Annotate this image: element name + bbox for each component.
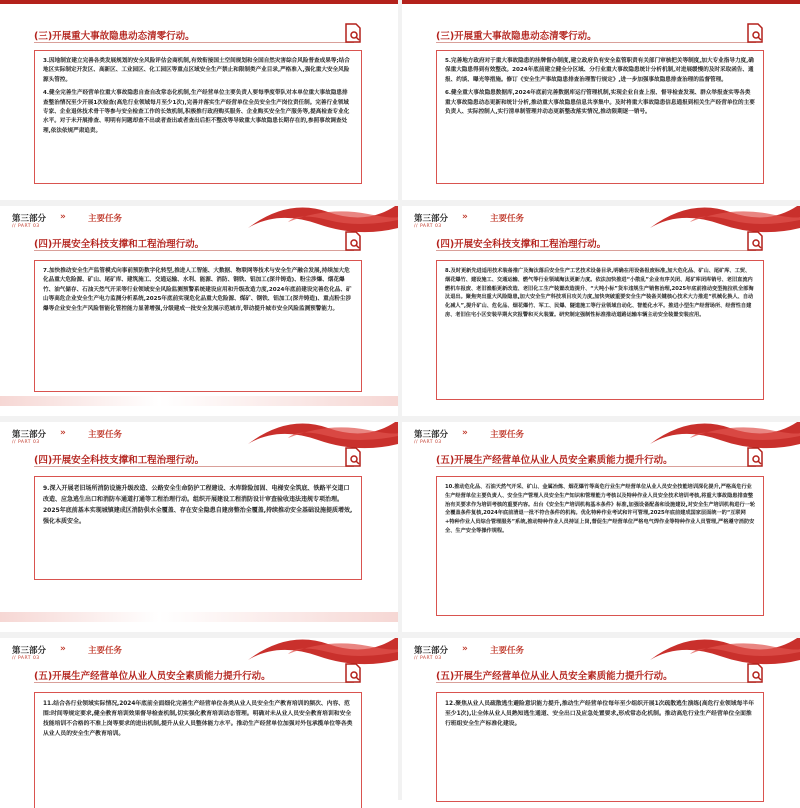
sub-title-rule <box>436 682 756 683</box>
flag-ribbon-icon <box>630 422 800 454</box>
flag-ribbon-icon <box>630 206 800 238</box>
content-box <box>436 50 764 184</box>
slide-3 <box>0 206 398 406</box>
slide-header <box>402 638 800 664</box>
part-en: // PART 03 <box>414 224 442 229</box>
part-en: // PART 03 <box>12 440 40 445</box>
slide-header <box>402 206 800 232</box>
document-search-icon <box>744 662 766 684</box>
document-search-icon <box>342 446 364 468</box>
paragraph: 7.加快推动安全生产监管模式向事前预防数字化转型,推进人工智能、大数据、物联网等技术与安全生产融合发展,持续加大危化品重大危险源、矿山、尾矿库、建筑施工、交通运输、水利、能源、消防、钢铁、铝加工(深井铸造)、粉尘涉爆、烟花爆竹、油气储存、石油天然气开采等行业领域安全风险监测预警系统建设应用和升级改造力度,2024年底前建设完善危化品、矿山等高危企业安全生产电力监测分析系统,2025年底前实现危化品重大危险源、煤矿、钢铁、铝加工(深井铸造)、重点粉尘涉爆等企业安全生产风险智能化管控能力显著增强,分级建成一批安全发展示范城市,带动提升城市安全风险监测预警能力。 <box>43 268 352 312</box>
content-box <box>436 260 764 400</box>
bottom-band <box>0 396 398 406</box>
document-search-icon <box>342 230 364 252</box>
flag-ribbon-icon <box>228 638 398 670</box>
column-divider <box>398 0 402 800</box>
sub-title-rule <box>34 682 354 683</box>
section-name: 主要任务 <box>88 646 123 656</box>
paragraph: 10.推动危化品、石油天然气开采、矿山、金属冶炼、烟花爆竹等高危行业生产经营单位从业人员安全技能培训深化提升,严格高危行业生产经营单位主要负责人、安全生产管理人员安全生产知识和管理能力考核以及特种作业人员安全技术培训考核,将重大事故隐患排查整治有关要求作为培训考核的重要内容。出台《安全生产培训机构基本条件》标准,加强设备配备和设施建设,对安全生产培训机构进行一轮全覆盖条件复核,2024年底前清退一批不符合条件的机构。优化特种作业考试和许可管理,2025年底前建成国家层面统一的“互联网+特种作业人员综合管理服务”系统,推动特种作业人员持证上岗,督促生产经营单位严格电气焊作业等特种作业人员管理,严格遵守消防安全、生产安全等操作规程。 <box>445 484 756 534</box>
document-search-icon <box>342 22 364 44</box>
sub-title-rule <box>34 466 354 467</box>
part-en: // PART 03 <box>12 656 40 661</box>
sub-title: (四)开展安全科技支撑和工程治理行动。 <box>34 239 205 250</box>
sub-title: (五)开展生产经营单位从业人员安全素质能力提升行动。 <box>436 455 673 466</box>
flag-ribbon-icon <box>228 422 398 454</box>
section-name: 主要任务 <box>88 430 123 440</box>
part-label: 第三部分 <box>12 430 47 440</box>
sub-title: (三)开展重大事故隐患动态清零行动。 <box>436 31 597 42</box>
paragraph: 11.结合各行业领域实际情况,2024年底前全面细化完善生产经营单位各类从业人员安全生产教育培训的频次、内容、范围:时间等规定要求,健全教育培训效果督导检查机制,切实强化教育培训动态管理。明确对未从业人员安全教育培训和安全技能培训不合格的不准上岗等要求的进出机制,提升从业人员整体能力水平。推动生产经营单位加强对外包承揽单位等各类从业人员的安全生产教育培训。 <box>43 701 353 737</box>
slide-8 <box>402 638 800 808</box>
section-name: 主要任务 <box>490 430 525 440</box>
section-name: 主要任务 <box>88 214 123 224</box>
sub-title: (三)开展重大事故隐患动态清零行动。 <box>34 31 195 42</box>
part-label: 第三部分 <box>414 214 449 224</box>
paragraph: 4.健全完善生产经营单位重大事故隐患自查自改常态化机制,生产经营单位主要负责人要每季度带队对本单位重大事故隐患排查整治情况至少开展1次检查(高危行业领域每月至少1次),完善并落实生产经营单位全员安全生产岗位责任制。完善行业领域专家、企业退休技术骨干等参与安全检查工作的长效机制,积极推行政府购买服务、企业购买安全生产服务等,提高检查专业化水平。对于未开展排查、明明有问题却查不出或者查出或者查出后拒不整改等导致重大事故隐患长期存在的,参照事故调查处理,依法依规严肃追责。 <box>43 90 350 134</box>
part-label: 第三部分 <box>414 646 449 656</box>
slide-header <box>0 422 398 448</box>
sub-title: (四)开展安全科技支撑和工程治理行动。 <box>34 455 205 466</box>
sub-title-rule <box>436 42 756 43</box>
part-en: // PART 03 <box>12 224 40 229</box>
flag-ribbon-icon <box>228 206 398 238</box>
sub-title-rule <box>34 42 354 43</box>
slide-header <box>0 638 398 664</box>
document-search-icon <box>744 230 766 252</box>
document-search-icon <box>744 22 766 44</box>
chevron-icon: » <box>462 644 468 654</box>
paragraph: 3.因地制宜建立完善各类发展规划的安全风险评估会商机制,有效衔接国土空间规划和全国自然灾害综合风险普查成果等;结合地区实际制定开发区、高新区、工业园区、化工园区等重点区域安全生产禁止和限制类产业目录,严格准入,强化重大安全风险源头管控。 <box>43 58 350 83</box>
flag-ribbon-icon <box>630 638 800 670</box>
content-box <box>34 50 362 184</box>
paragraph: 9.深入开展老旧场所消防设施升级改造、公路安全生命防护工程建设、水库除险加固、电梯安全筑底、铁路平交道口改造、应急逃生出口和消防车通道打通等工程治理行动。组织开展建设工程消防设计审查验收违法违规专项治理。2025年底前基本实现城镇建成区消防供水全覆盖、存在安全隐患自建房整治全覆盖,持续推动安全基础设施提质增效,强化本质安全。 <box>43 485 353 525</box>
sub-title: (四)开展安全科技支撑和工程治理行动。 <box>436 239 607 250</box>
slide-4 <box>402 206 800 406</box>
slide-7 <box>0 638 398 808</box>
slide-5 <box>0 422 398 622</box>
paragraph: 8.及时更新先进适用技术装备推广及淘汰落后安全生产工艺技术设备目录,明确在用设备报废标准,加大危化品、矿山、尾矿库、工贸、烟花爆竹、建设施工、交通运输、燃气等行业领域淘汰更新力度。依法加快推进“小散乱”企业有序关闭、尾矿库闭库销号、老旧直流内燃机车报废、老旧渔船更新改造、老旧化工生产装置改造提升、“大吨小标”货车违规生产销售治理,2025年底前推动变型拖拉机全部淘汰退出。聚焦突出重大风险隐患,加大安全生产科技项目攻关力度,加快突破重要安全生产装备关键核心技术大力推进“机械化换人、自动化减人”,提升矿山、危化品、烟花爆竹、军工、民爆、隧道施工等行业领域自动化、智能化水平。推进小型生产经营场所、经营性自建房、老旧住宅小区安装早期火灾报警和灭火装置。研究制定强制性标准推动道路运输车辆主动安全装置安装应用。 <box>445 268 754 318</box>
slide-1 <box>0 0 398 190</box>
sub-title-rule <box>34 250 354 251</box>
content-box <box>34 476 362 580</box>
paragraph: 12.聚焦从业人员疏散逃生避险意识能力提升,推动生产经营单位每年至少组织开展1次疏散逃生演练(高危行业领域每半年至少1次),让全体从业人员熟知逃生通道、安全出口及应急处置要求,形成常态化机制。推动高危行业生产经营单位全面推行班组安全生产标准化建设。 <box>445 701 754 727</box>
content-box <box>34 260 362 392</box>
paragraph: 6.健全重大事故隐患数据库,2024年底前完善数据库运行管理机制,实现企业自查上报、督导检查发现、群众举报查实等各类重大事故隐患动态更新和统计分析,推动重大事故隐患信息共享集中。及时将重大事故隐患信息通报到相关生产经营单位的主要负责人、实际控制人,实行清单制管理并动态更新整改落实情况,推动限期逐一销号。 <box>445 90 755 116</box>
paragraph: 5.完善地方政府对于重大事故隐患的挂牌督办制度,建立政府负有安全监管职责有关部门审核把关等制度,加大专业指导力度,确保重大隐患得到有效整改。2024年底前建立健全分区域、分行业重大事故隐患统计分析机制,对进展缓慢的及时采取函告、通报、约谈、曝光等措施。修订《安全生产事故隐患排查治理暂行规定》,进一步加强事故隐患排查治理的监督管理。 <box>445 58 754 83</box>
chevron-icon: » <box>60 428 66 438</box>
chevron-icon: » <box>60 644 66 654</box>
content-box <box>436 692 764 802</box>
part-en: // PART 03 <box>414 656 442 661</box>
document-search-icon <box>342 662 364 684</box>
slide-header <box>0 206 398 232</box>
sub-title: (五)开展生产经营单位从业人员安全素质能力提升行动。 <box>34 671 271 682</box>
content-box <box>34 692 362 808</box>
document-search-icon <box>744 446 766 468</box>
sub-title-rule <box>436 466 756 467</box>
chevron-icon: » <box>462 428 468 438</box>
part-label: 第三部分 <box>414 430 449 440</box>
slide-header <box>402 422 800 448</box>
slide-2 <box>402 0 800 190</box>
sub-title-rule <box>436 250 756 251</box>
slide-6 <box>402 422 800 622</box>
bottom-band <box>0 612 398 622</box>
slide-top-band <box>402 0 800 4</box>
part-label: 第三部分 <box>12 646 47 656</box>
sub-title: (五)开展生产经营单位从业人员安全素质能力提升行动。 <box>436 671 673 682</box>
part-en: // PART 03 <box>414 440 442 445</box>
content-box <box>436 476 764 616</box>
section-name: 主要任务 <box>490 646 525 656</box>
chevron-icon: » <box>462 212 468 222</box>
part-label: 第三部分 <box>12 214 47 224</box>
section-name: 主要任务 <box>490 214 525 224</box>
slide-top-band <box>0 0 398 4</box>
chevron-icon: » <box>60 212 66 222</box>
